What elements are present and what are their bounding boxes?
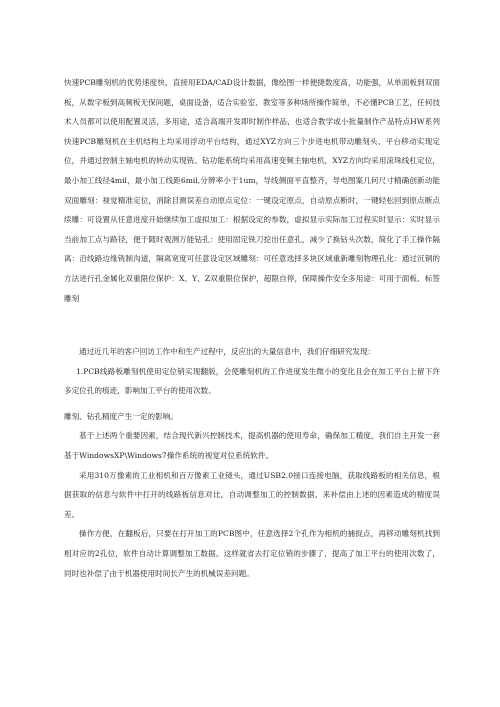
paragraph-operation: 操作方便，在翻板后，只要在打开加工的PCB图中，任意选择2个孔作为相机的捕捉点，再移动雕刻机找到相对应的2孔位，软件自动计算调整加工数据。这样就省去打定位销的步骤了，提高了加工平台的使用次数了，同时也补偿了由于机器使用时间长产生的机械误差问题。: [64, 529, 440, 578]
paragraph-precision: 雕刻、钻孔精度产生一定的影响。: [64, 411, 178, 421]
paragraph-feedback: 通过近几年的客户回访工作中和生产过程中，反应出的大量信息中，我们仔细研究发现：: [79, 347, 376, 356]
paragraph-camera: 采用310万像素的工业相机和百万像素工业镜头，通过USB2.0接口连接电脑，获取线路板的相关信息，根据获取的信息与软件中打开的线路板信息对比，自动调整加工的控制数据，来补偿由上述的因素造成的精度误差。: [64, 470, 440, 519]
spacer: [64, 328, 440, 342]
paragraph-intro: 快速PCB雕刻机的优势速度快，直接用EDA/CAD设计数据，像绘图一样便捷数度高，功能强，从单面板到双面板，从数字板到高频板无保间题，桌面设备，适合实验室、教室等多种场所操作简单，不必懂PCB工艺，任何技术人员都可以使用配置灵活，多用途，适合高端开发即时制作样品，也适合教学或小批量制作产品特点HW系列快速PCB雕刻机在主机结构上均采用浮动平台结构，通过XYZ方向三个步进电机带动雕刻头、平台移动实现定位，并通过控制主轴电机的转动实现铣、钻功能系统均采用高速变频主轴电机，XYZ方向均采用滚珠线杠定位，最小加工线径4mil，最小加工线距6mil,分辨率小于1um，导线侧面平直整齐，导电图案几何尺寸精确创新动能双面雕刻：视觉精准定位，消除目测误差自动原点定位：一键设定原点，自动原点断时，一键轻松回到原点断点续雕：可设置从任意进度开始继续加工虚拟加工：根据设定的参数，虚拟显示实际加工过程实时显示：实时显示当前加工点与路径，便于随时观测万能钻孔：使用固定铣刀挖出任意孔，减少了换钻头次数，简化了手工操作隔离：沿线路边缘铣制沟道，隔离宽度可任意设定区域雕刻：可任意选择多块区域重新雕刻物理孔化：通过沉铜的方法进行孔金属化双重限位保护：X、Y、Z双重限位保护，超限自停，保障操作安全多用途：可用于面板、标签雕刻: [64, 78, 440, 303]
paragraph-solution: 基于上述两个重要因素，结合现代新兴控制技术，提高机器的使用寿命，确保加工精度，我们自主开发一套基于WindowsXP\Windows7操作系统的视觉对位系统软件。: [64, 431, 440, 460]
paragraph-item-1: 1.PCB线路板雕刻机使用定位销实现翻版，会使雕刻机的工作进度发生微小的变化且会在加工平台上留下许多定位孔的痕迹，影响加工平台的使用次数。: [64, 366, 440, 396]
